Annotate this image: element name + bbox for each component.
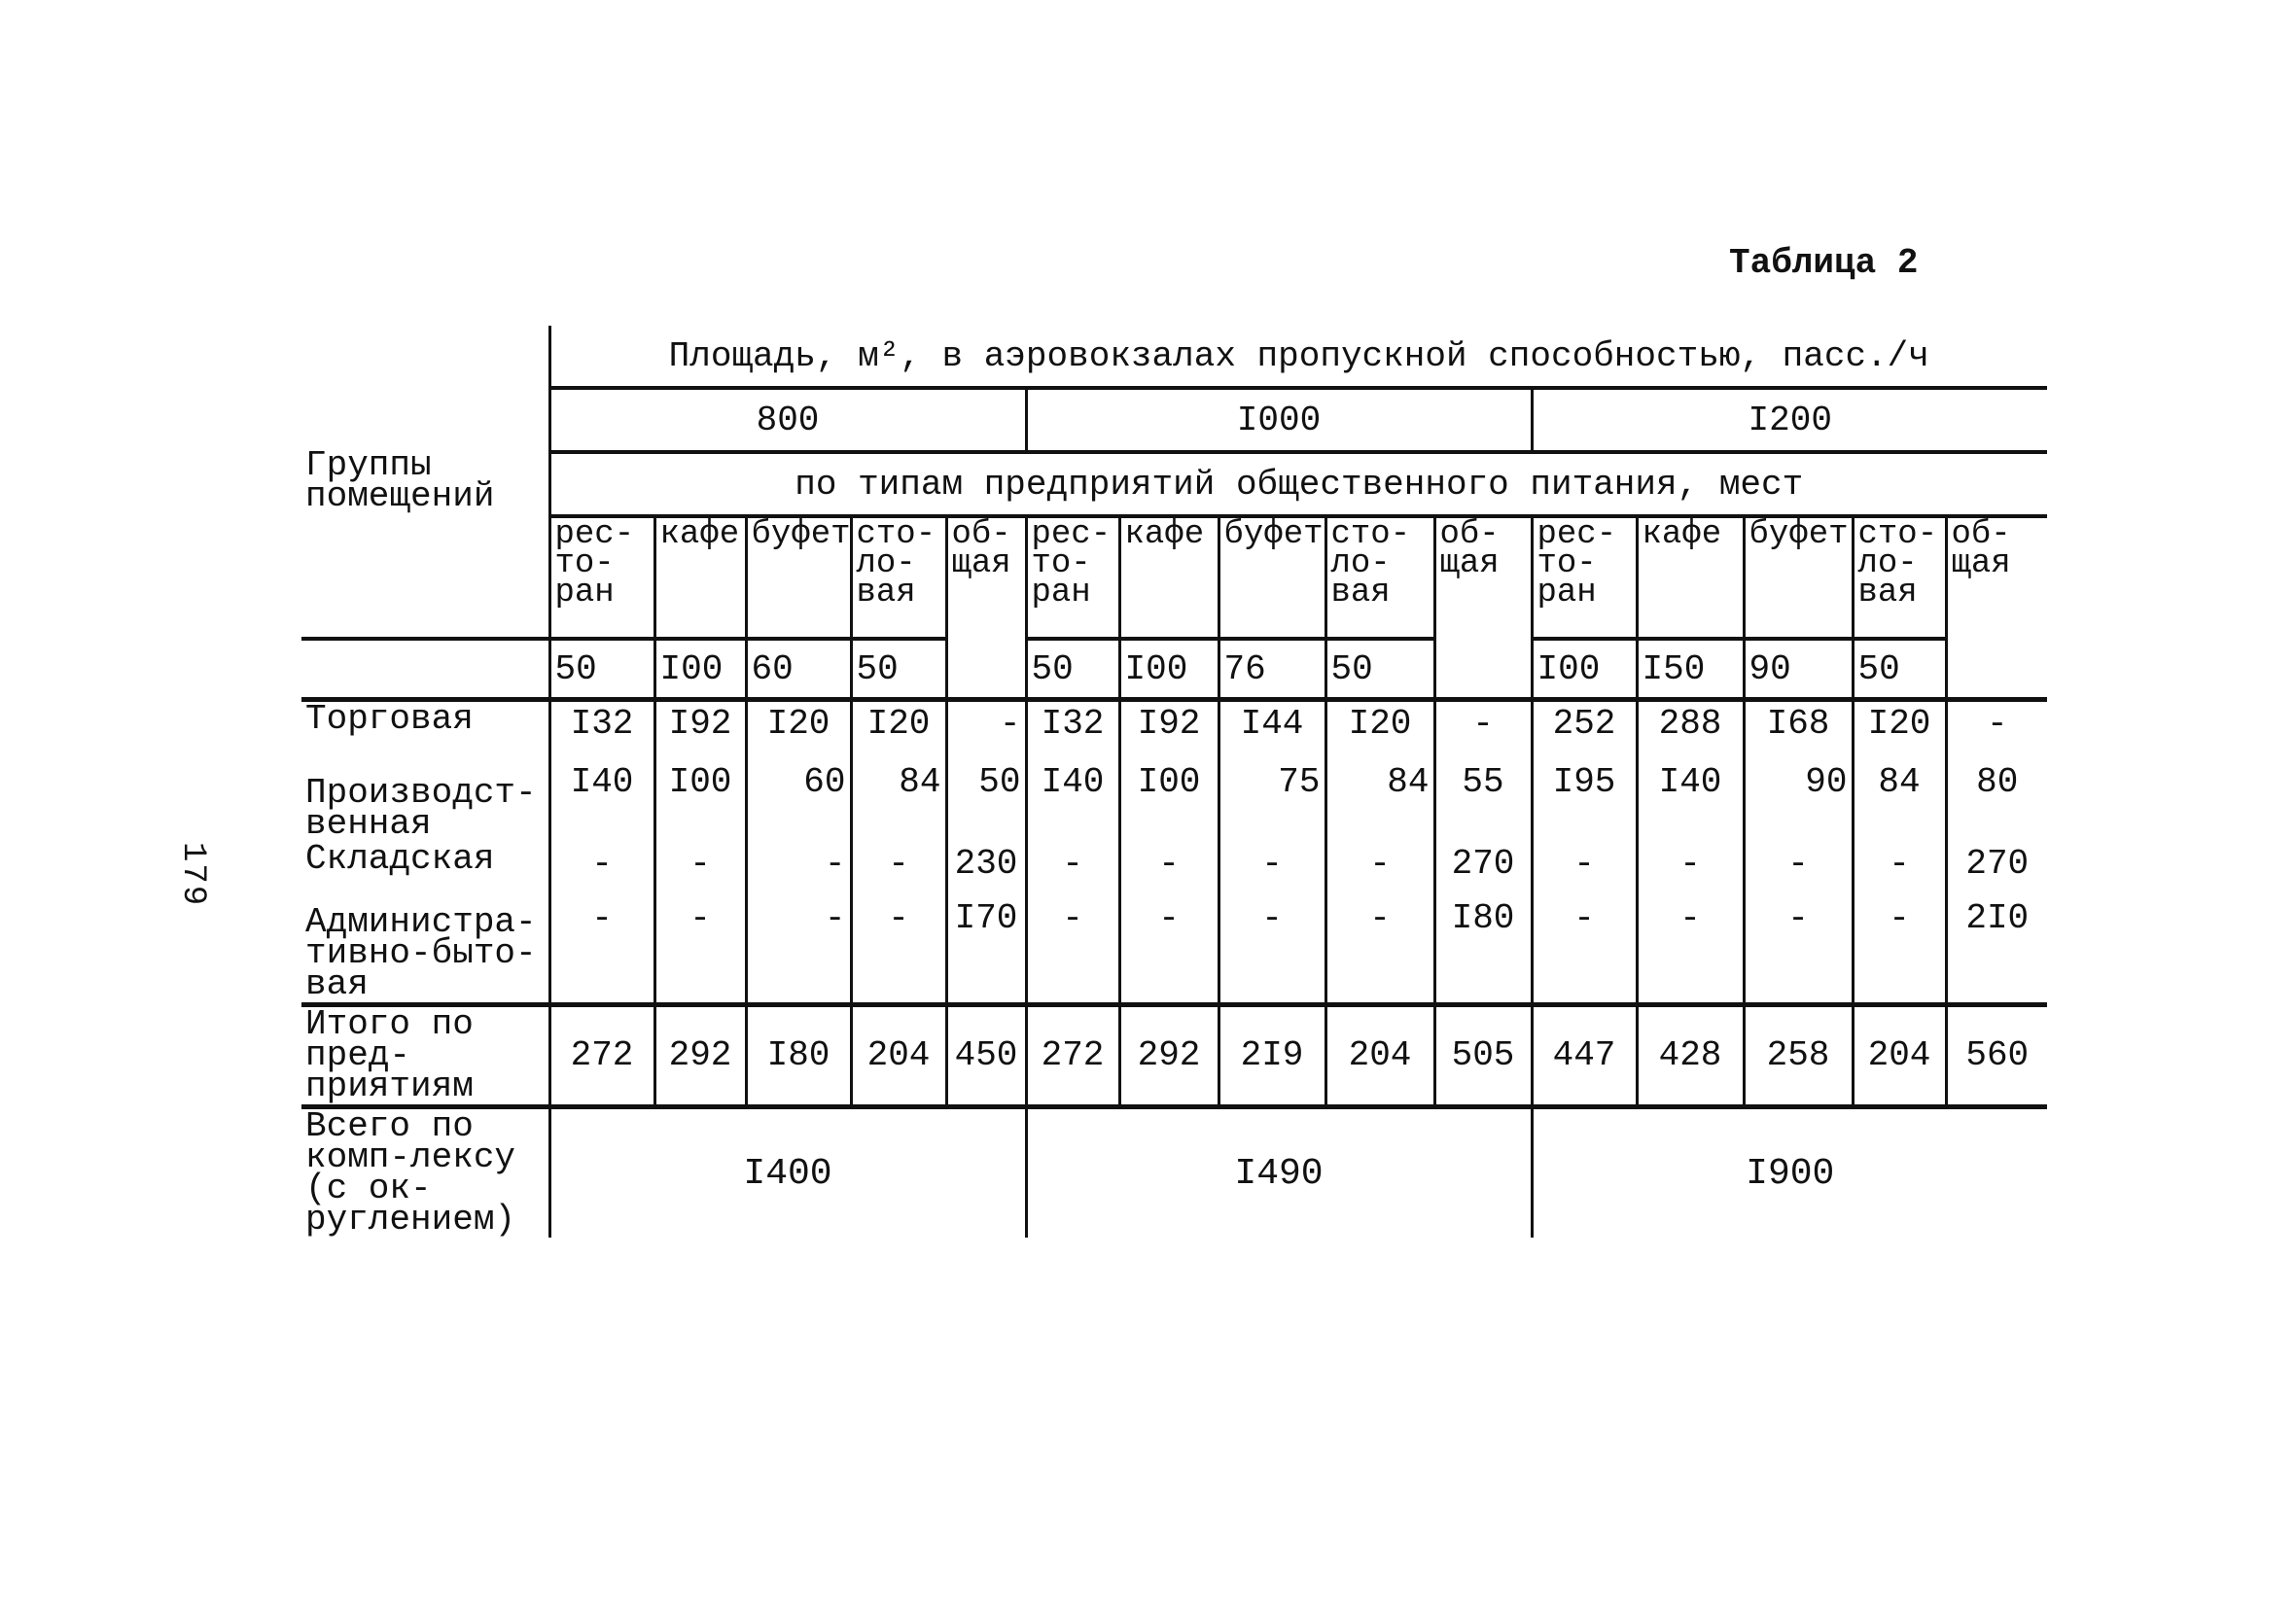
table-cell: -: [1026, 896, 1119, 1005]
table-cell: -: [654, 896, 746, 1005]
type-header: кафе: [1119, 516, 1219, 639]
type-header: кафе: [1637, 516, 1744, 639]
table-cell: -: [1119, 842, 1219, 896]
table-cell: 84: [1853, 760, 1946, 842]
type-header: рес-то-ран: [1026, 516, 1119, 639]
table-cell: -: [1532, 842, 1637, 896]
seats-value: I50: [1637, 639, 1744, 700]
area-title: Площадь, м², в аэровокзалах пропускной способностью, пасс./ч: [549, 326, 2047, 388]
table-cell: I00: [654, 760, 746, 842]
table-cell: -: [549, 842, 654, 896]
table-cell: I40: [549, 760, 654, 842]
table-cell: -: [1853, 842, 1946, 896]
table-cell: -: [1119, 896, 1219, 1005]
table-cell: I68: [1744, 700, 1853, 760]
table-cell: 292: [1119, 1005, 1219, 1107]
table-cell: -: [746, 842, 851, 896]
table-cell: 272: [1026, 1005, 1119, 1107]
table-cell: I32: [1026, 700, 1119, 760]
table-cell: 2I0: [1946, 896, 2047, 1005]
type-header: сто-ло-вая: [851, 516, 946, 639]
header-row-types: [301, 516, 2047, 639]
type-header: об-щая: [1434, 516, 1532, 700]
table-cell: 55: [1434, 760, 1532, 842]
row-label: Производст-венная: [301, 760, 549, 842]
header-row-capacities: [301, 388, 2047, 452]
table-cell: -: [1219, 842, 1325, 896]
seats-value: 50: [1026, 639, 1119, 700]
table-cell: -: [1946, 700, 2047, 760]
table-cell: -: [1325, 896, 1434, 1005]
table-cell: 2I9: [1219, 1005, 1325, 1107]
table-cell: -: [851, 896, 946, 1005]
table-cell: I20: [746, 700, 851, 760]
enterprise-title: по типам предприятий общественного питания, мест: [549, 452, 2047, 516]
seats-value: I00: [1532, 639, 1637, 700]
row-label: Складская: [301, 842, 549, 896]
table-cell: -: [654, 842, 746, 896]
table-row-total: [301, 1107, 2047, 1239]
seats-value: 50: [1853, 639, 1946, 700]
table-cell: I95: [1532, 760, 1637, 842]
table-caption: Таблица 2: [1729, 243, 1919, 283]
table-cell: -: [1532, 896, 1637, 1005]
type-header: об-щая: [946, 516, 1026, 700]
table-row-admin: [301, 896, 2047, 1005]
table-cell: -: [1026, 842, 1119, 896]
table-cell: 60: [746, 760, 851, 842]
table-cell: 288: [1637, 700, 1744, 760]
group-header: Группы помещений: [301, 326, 549, 639]
area-table: [301, 326, 2047, 1238]
capacity-1000: I000: [1026, 388, 1532, 452]
total-800: I400: [549, 1107, 1026, 1239]
table-cell: 84: [1325, 760, 1434, 842]
capacity-1200: I200: [1532, 388, 2047, 452]
table-cell: 292: [654, 1005, 746, 1107]
seats-value: 76: [1219, 639, 1325, 700]
table-cell: 50: [946, 760, 1026, 842]
table-cell: -: [1637, 896, 1744, 1005]
table-cell: -: [851, 842, 946, 896]
type-header: буфет: [1219, 516, 1325, 639]
row-label: Администра-тивно-быто-вая: [301, 896, 549, 1005]
row-label: Всего по комп-лексу (с ок-руглением): [301, 1107, 549, 1239]
row-label: Итого по пред-приятиям: [301, 1005, 549, 1107]
table-cell: 75: [1219, 760, 1325, 842]
type-header: буфет: [1744, 516, 1853, 639]
table-cell: 272: [549, 1005, 654, 1107]
header-row-area: [301, 326, 2047, 388]
seats-value: 50: [851, 639, 946, 700]
table-cell: -: [1219, 896, 1325, 1005]
table-cell: 270: [1946, 842, 2047, 896]
table-cell: I40: [1637, 760, 1744, 842]
seats-value: 90: [1744, 639, 1853, 700]
header-row-seats: [301, 639, 2047, 700]
type-header: сто-ло-вая: [1325, 516, 1434, 639]
table-cell: -: [1637, 842, 1744, 896]
table-cell: I00: [1119, 760, 1219, 842]
seats-value: I00: [654, 639, 746, 700]
row-label: Торговая: [301, 700, 549, 760]
capacity-800: 800: [549, 388, 1026, 452]
table-cell: 447: [1532, 1005, 1637, 1107]
table-cell: -: [1853, 896, 1946, 1005]
table-cell: 230: [946, 842, 1026, 896]
table-cell: I70: [946, 896, 1026, 1005]
table-cell: I40: [1026, 760, 1119, 842]
seats-label-blank: [301, 639, 549, 700]
table-cell: 428: [1637, 1005, 1744, 1107]
table-cell: 252: [1532, 700, 1637, 760]
table-cell: 204: [1853, 1005, 1946, 1107]
table-cell: 84: [851, 760, 946, 842]
table-cell: I32: [549, 700, 654, 760]
table-cell: 270: [1434, 842, 1532, 896]
table-cell: I44: [1219, 700, 1325, 760]
table-cell: -: [1744, 896, 1853, 1005]
type-header: буфет: [746, 516, 851, 639]
table-row-trade: [301, 700, 2047, 760]
type-header: кафе: [654, 516, 746, 639]
table-cell: 505: [1434, 1005, 1532, 1107]
header-row-enterprise: [301, 452, 2047, 516]
table-cell: 450: [946, 1005, 1026, 1107]
table-row-production: [301, 760, 2047, 842]
seats-value: 50: [1325, 639, 1434, 700]
type-header: сто-ло-вая: [1853, 516, 1946, 639]
table-cell: -: [1434, 700, 1532, 760]
total-1000: I490: [1026, 1107, 1532, 1239]
table-cell: 80: [1946, 760, 2047, 842]
table-cell: 204: [851, 1005, 946, 1107]
total-1200: I900: [1532, 1107, 2047, 1239]
table-cell: I92: [1119, 700, 1219, 760]
table-cell: 560: [1946, 1005, 2047, 1107]
table-cell: 258: [1744, 1005, 1853, 1107]
page-number: 179: [174, 842, 211, 908]
type-header: рес-то-ран: [549, 516, 654, 639]
table-cell: -: [946, 700, 1026, 760]
table-cell: -: [1744, 842, 1853, 896]
table-cell: -: [746, 896, 851, 1005]
seats-value: I00: [1119, 639, 1219, 700]
seats-value: 50: [549, 639, 654, 700]
type-header: об-щая: [1946, 516, 2047, 700]
table-cell: I20: [851, 700, 946, 760]
table-cell: 90: [1744, 760, 1853, 842]
type-header: рес-то-ран: [1532, 516, 1637, 639]
table-row-subtotal: [301, 1005, 2047, 1107]
table-cell: I20: [1325, 700, 1434, 760]
table-cell: I80: [746, 1005, 851, 1107]
seats-value: 60: [746, 639, 851, 700]
table-cell: -: [1325, 842, 1434, 896]
table-cell: 204: [1325, 1005, 1434, 1107]
table-cell: I92: [654, 700, 746, 760]
table-row-storage: [301, 842, 2047, 896]
table-cell: I20: [1853, 700, 1946, 760]
table-cell: I80: [1434, 896, 1532, 1005]
table-cell: -: [549, 896, 654, 1005]
